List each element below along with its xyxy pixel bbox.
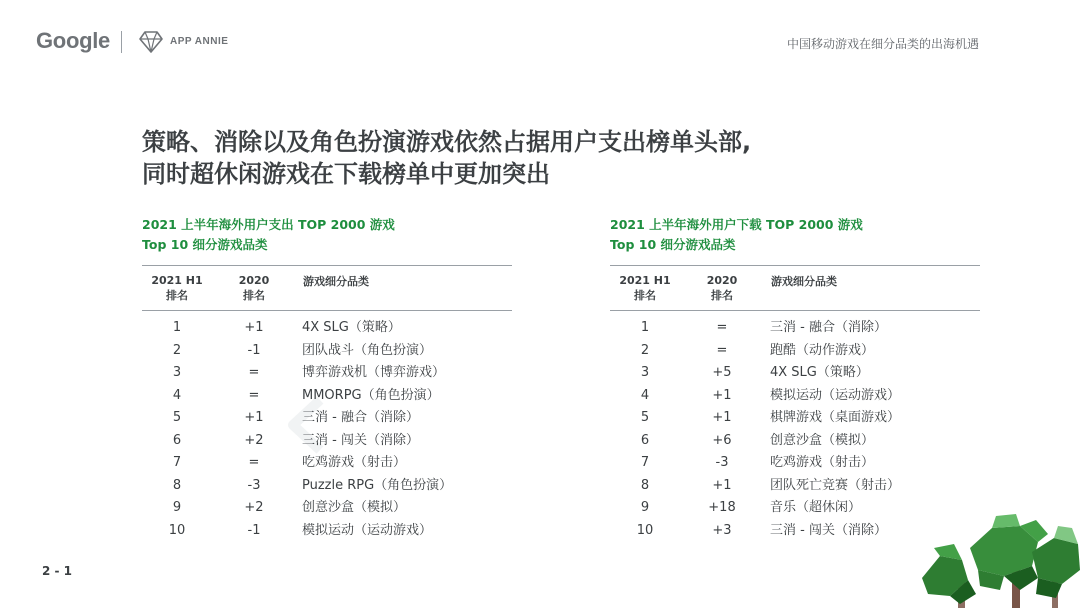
category-cell: 吃鸡游戏（射击）	[770, 455, 875, 470]
rank-cell: 8	[172, 477, 182, 493]
header-text: 排名	[711, 289, 733, 302]
category-cell: 吃鸡游戏（射击）	[302, 455, 407, 470]
table-row	[142, 429, 512, 452]
rank-cell: 5	[640, 410, 650, 425]
category-cell: 三消 - 融合（消除）	[770, 320, 887, 335]
category-cell: 棋牌游戏（桌面游戏）	[770, 410, 901, 425]
table-title-line-2: Top 10 细分游戏品类	[610, 237, 736, 252]
table-row	[142, 496, 512, 519]
rank-cell: 2	[640, 342, 650, 358]
table-row	[610, 474, 980, 497]
header-text: 2020	[706, 274, 738, 287]
category-cell: 创意沙盒（模拟）	[302, 500, 407, 515]
rank-cell: 9	[640, 500, 650, 515]
rank-change-cell: +2	[244, 432, 264, 448]
category-cell: 博弈游戏机（博弈游戏）	[302, 365, 446, 380]
rank-cell: 3	[640, 365, 650, 380]
table-row	[142, 451, 512, 474]
rank-change-cell: =	[248, 387, 260, 403]
table-row	[142, 316, 512, 339]
table-row	[610, 384, 980, 407]
table-title-line-1: 2021 上半年海外用户支出 TOP 2000 游戏	[142, 217, 395, 232]
rank-cell: 3	[172, 365, 182, 380]
category-cell: 4X SLG（策略）	[770, 365, 869, 380]
category-cell: 团队死亡竞赛（射击）	[770, 477, 901, 493]
category-cell: 模拟运动（运动游戏）	[302, 522, 433, 538]
header-2021-rank	[610, 273, 680, 303]
rank-change-cell: +5	[712, 365, 732, 380]
rank-cell: 2	[172, 342, 182, 358]
page-headline	[142, 126, 751, 190]
rank-change-cell: =	[716, 320, 728, 335]
category-cell: 跑酷（动作游戏）	[770, 342, 875, 358]
header-category: 游戏细分品类	[303, 275, 369, 288]
app-annie-logo-text: APP ANNIE	[170, 36, 229, 47]
header-text: 排名	[634, 289, 656, 302]
rank-change-cell: -1	[247, 342, 261, 358]
lowpoly-trees-illustration	[920, 508, 1080, 608]
rank-cell: 8	[640, 477, 650, 493]
rank-cell: 6	[640, 432, 650, 448]
category-cell: 团队战斗（角色扮演）	[302, 342, 433, 358]
rank-change-cell: +1	[712, 387, 732, 403]
header-category: 游戏细分品类	[771, 275, 837, 288]
headline-line-2: 同时超休闲游戏在下载榜单中更加突出	[142, 160, 550, 188]
rank-cell: 10	[168, 522, 186, 538]
category-cell: 音乐（超休闲）	[770, 500, 862, 515]
rank-cell: 6	[172, 432, 182, 448]
header-2021-rank	[142, 273, 212, 303]
table-row	[610, 406, 980, 429]
spending-ranking-table	[142, 215, 512, 541]
table-row	[142, 406, 512, 429]
table-row	[610, 361, 980, 384]
app-annie-diamond-icon	[138, 29, 164, 55]
header-text: 2021 H1	[619, 274, 671, 287]
page-number: 2 - 1	[42, 564, 73, 578]
category-cell: 三消 - 闯关（消除）	[302, 432, 419, 448]
table-row	[610, 429, 980, 452]
table-row	[142, 474, 512, 497]
table-header	[610, 265, 980, 311]
rank-change-cell: =	[248, 365, 260, 380]
rank-change-cell: +1	[244, 320, 264, 335]
header-2020-rank	[688, 273, 756, 303]
category-cell: 三消 - 融合（消除）	[302, 410, 419, 425]
rank-cell: 1	[172, 320, 182, 335]
headline-line-1: 策略、消除以及角色扮演游戏依然占据用户支出榜单头部,	[142, 128, 752, 156]
rank-cell: 7	[172, 455, 182, 470]
table-row	[142, 519, 512, 542]
table-header	[142, 265, 512, 311]
rank-change-cell: +18	[708, 500, 736, 515]
category-cell: 三消 - 闯关（消除）	[770, 522, 887, 538]
header-text: 排名	[243, 289, 265, 302]
rank-change-cell: +6	[712, 432, 732, 448]
rank-change-cell: +1	[712, 477, 732, 493]
rank-cell: 4	[172, 387, 182, 403]
rank-cell: 7	[640, 455, 650, 470]
rank-cell: 9	[172, 500, 182, 515]
rank-change-cell: -3	[715, 455, 729, 470]
rank-change-cell: =	[716, 342, 728, 358]
rank-cell: 1	[640, 320, 650, 335]
report-title: 中国移动游戏在细分品类的出海机遇	[786, 37, 979, 51]
rank-cell: 5	[172, 410, 182, 425]
header-text: 2020	[238, 274, 270, 287]
category-cell: 模拟运动（运动游戏）	[770, 387, 901, 403]
table-row	[142, 339, 512, 362]
header-text: 2021 H1	[151, 274, 203, 287]
downloads-ranking-table	[610, 215, 980, 541]
table-body	[142, 316, 512, 541]
rank-change-cell: +3	[712, 522, 732, 538]
rank-change-cell: -3	[247, 477, 261, 493]
rank-change-cell: +2	[244, 500, 264, 515]
table-title-line-2: Top 10 细分游戏品类	[142, 237, 268, 252]
table-row	[610, 451, 980, 474]
category-cell: MMORPG（角色扮演）	[302, 387, 440, 403]
table-row	[610, 316, 980, 339]
header-2020-rank	[220, 273, 288, 303]
rank-change-cell: +1	[712, 410, 732, 425]
google-logo: Google	[36, 28, 110, 53]
rank-cell: 4	[640, 387, 650, 403]
header-text: 排名	[166, 289, 188, 302]
table-row	[142, 361, 512, 384]
table-row	[610, 339, 980, 362]
rank-change-cell: +1	[244, 410, 264, 425]
category-cell: 创意沙盒（模拟）	[770, 432, 875, 448]
rank-cell: 10	[636, 522, 654, 538]
logo-divider	[121, 31, 122, 53]
rank-change-cell: -1	[247, 522, 261, 538]
rank-change-cell: =	[248, 455, 260, 470]
table-row	[142, 384, 512, 407]
category-cell: 4X SLG（策略）	[302, 320, 401, 335]
table-title-line-1: 2021 上半年海外用户下载 TOP 2000 游戏	[610, 217, 863, 232]
category-cell: Puzzle RPG（角色扮演）	[302, 477, 453, 493]
